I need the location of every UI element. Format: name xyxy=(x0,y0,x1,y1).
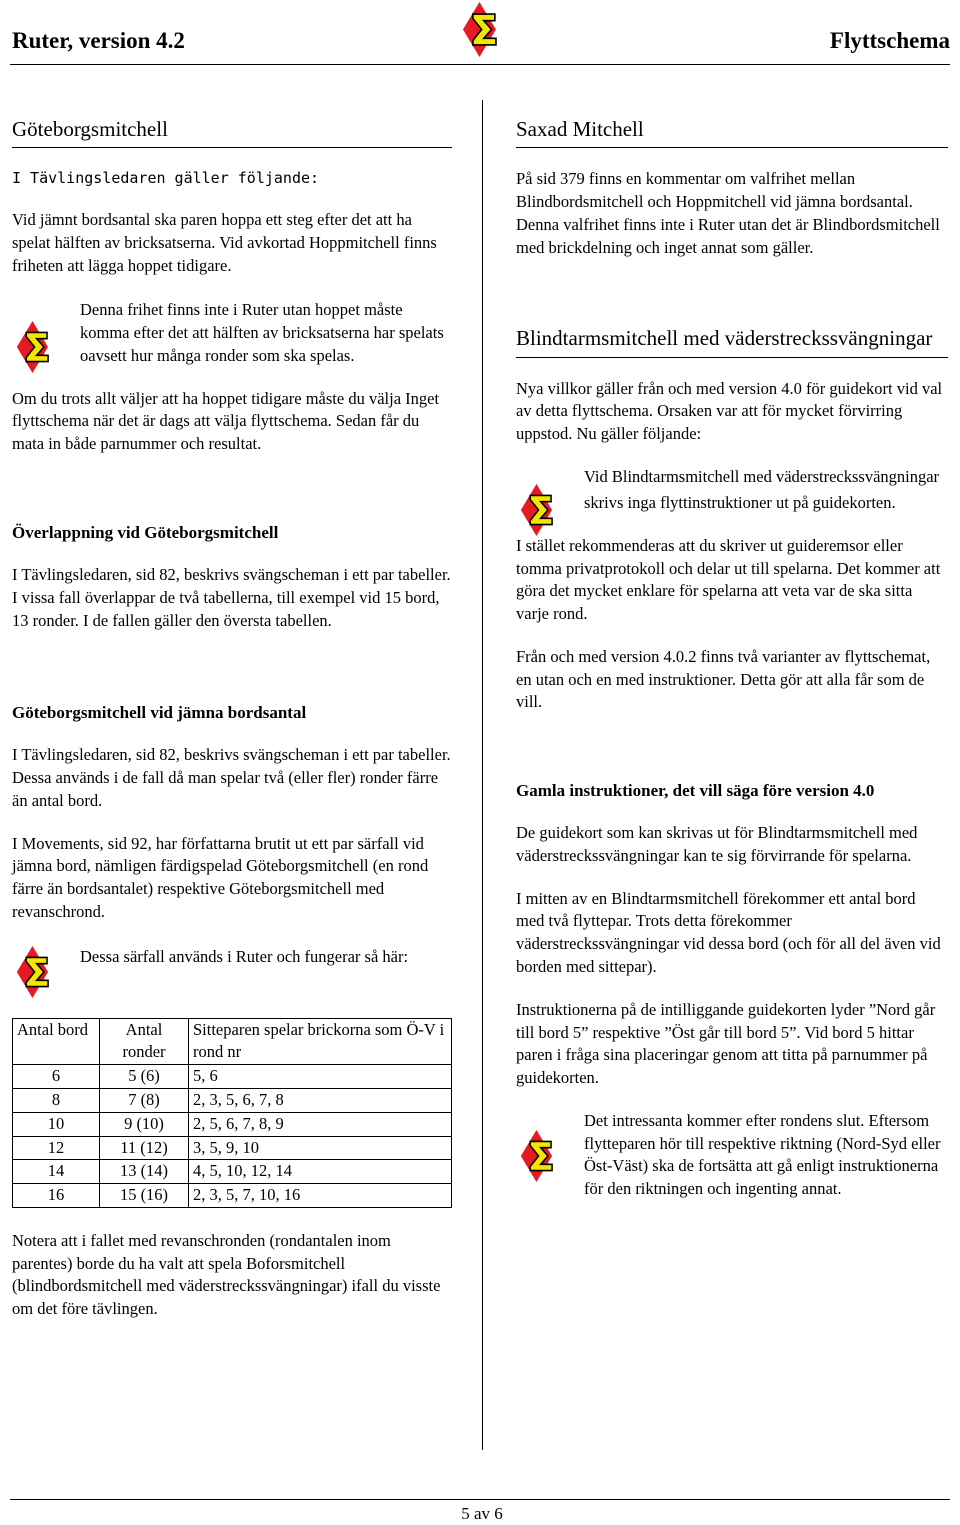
column-divider xyxy=(482,100,483,1450)
note-text: Denna frihet finns inte i Ruter utan hoppet måste komma efter det att hälften av bricksatserna har spelats oavsett hur många ronder som ska spelas. xyxy=(80,300,444,365)
table-cell: 2, 3, 5, 7, 10, 16 xyxy=(189,1184,452,1208)
paragraph: De guidekort som kan skrivas ut för Blindtarmsmitchell med väderstreckssvängningar kan te sig förvirrande för spelarna. xyxy=(516,823,918,865)
section-title-gamla-instruktioner: Gamla instruktioner, det vill säga före version 4.0 xyxy=(516,781,875,801)
note-block xyxy=(516,464,948,517)
table-cell: 2, 5, 6, 7, 8, 9 xyxy=(189,1112,452,1136)
table-cell: 15 (16) xyxy=(100,1184,189,1208)
paragraph: I Movements, sid 92, har författarna brutit ut ett par särfall vid jämna bord, nämligen färdigspelad Göteborgsmitchell (en rond färre än bordsantalet) respektive Göteborgsmitchell med revanschrond. xyxy=(12,833,429,921)
paragraph: På sid 379 finns en kommentar om valfrihet mellan Blindbordsmitchell och Hoppmitchell vid jämna bordsantal. Denna valfrihet finns inte i Ruter utan det är Blindbordsmitchell med brickdelning och inget annat som gäller. xyxy=(516,169,940,257)
note-text: Det intressanta kommer efter rondens slut. Eftersom flytteparen hör till respektive riktning (Nord-Syd eller Öst-Väst) ska de fortsätta att gå enligt instruktionerna för den riktningen och ingenting annat. xyxy=(584,1110,941,1199)
paragraph: I Tävlingsledaren, sid 82, beskrivs svängscheman i ett par tabeller. Dessa används i de fall då man spelar två (eller fler) ronder färre än antal bord. xyxy=(12,745,451,810)
table-cell: 6 xyxy=(13,1065,100,1089)
movement-table xyxy=(12,1018,452,1208)
table-row xyxy=(13,1112,452,1136)
note-text: Dessa särfall används i Ruter och fungerar så här: xyxy=(80,946,409,966)
section-title-saxad-mitchell: Saxad Mitchell xyxy=(516,116,948,148)
table-row xyxy=(13,1160,452,1184)
table-cell: 5, 6 xyxy=(189,1065,452,1089)
left-column xyxy=(12,100,452,1321)
paragraph: Vid jämnt bordsantal ska paren hoppa ett steg efter det att ha spelat hälften av bricksatserna. Vid avkortad Hoppmitchell finns friheten att lägga hoppet tidigare. xyxy=(12,209,437,275)
paragraph: Nya villkor gäller från och med version 4.0 för guidekort vid val av detta flyttschema. Orsaken var att för mycket förvirring uppstod. Nu gäller följande: xyxy=(516,378,943,444)
paragraph: I stället rekommenderas att du skriver ut guideremsor eller tomma privatprotokoll och delar ut till spelarna. Det kommer att göra det mycket enklare för spelarna att veta var de ska sitta varje rond. xyxy=(516,535,941,624)
note-text: Vid Blindtarmsmitchell med väderstreckssvängningar skrivs inga flyttinstruktioner ut på guidekorten. xyxy=(584,466,940,513)
sigma-note-icon xyxy=(12,321,54,373)
paragraph: Notera att i fallet med revanschronden (rondantalen inom parentes) borde du ha valt att spela Boforsmitchell (blindbordsmitchell med väderstreckssvängningar) ifall du visste om det före tävlingen. xyxy=(12,1230,441,1319)
section-title-overlappning: Överlappning vid Göteborgsmitchell xyxy=(12,522,279,542)
table-cell: 5 (6) xyxy=(100,1065,189,1089)
table-header-cell: Antal bord xyxy=(13,1018,100,1065)
section-title-blindtarmsmitchell: Blindtarmsmitchell med väderstreckssvängningar xyxy=(516,325,948,357)
table-cell: 8 xyxy=(13,1089,100,1113)
table-cell: 7 (8) xyxy=(100,1089,189,1113)
sigma-note-icon xyxy=(12,946,54,998)
table-row xyxy=(13,1184,452,1208)
table-header-cell: Sitteparen spelar brickorna som Ö-V i rond nr xyxy=(189,1018,452,1065)
note-block xyxy=(12,299,452,367)
table-header-cell: Antal ronder xyxy=(100,1018,189,1065)
paragraph: I mitten av en Blindtarmsmitchell förekommer ett antal bord med två flyttepar. Trots detta förekommer väderstreckssvängningar vid dessa bord (och för all del även vid borden med sittepar). xyxy=(516,888,941,977)
table-cell: 12 xyxy=(13,1136,100,1160)
table-cell: 3, 5, 9, 10 xyxy=(189,1136,452,1160)
table-cell: 16 xyxy=(13,1184,100,1208)
sigma-note-icon xyxy=(516,484,558,536)
paragraph: I Tävlingsledaren gäller följande: xyxy=(12,169,320,188)
table-cell: 11 (12) xyxy=(100,1136,189,1160)
header-title-right: Flyttschema xyxy=(829,28,950,53)
table-row xyxy=(13,1089,452,1113)
note-block xyxy=(516,1110,948,1201)
section-title-goteborgsmitchell: Göteborgsmitchell xyxy=(12,116,452,148)
table-row xyxy=(13,1065,452,1089)
table-cell: 10 xyxy=(13,1112,100,1136)
table-cell: 2, 3, 5, 6, 7, 8 xyxy=(189,1089,452,1113)
paragraph: Om du trots allt väljer att ha hoppet tidigare måste du välja Inget flyttschema när det är dags att välja flyttschema. Sedan får du mata in både parnummer och resultat. xyxy=(12,388,440,454)
right-column xyxy=(516,100,948,1201)
table-cell: 4, 5, 10, 12, 14 xyxy=(189,1160,452,1184)
paragraph: Från och med version 4.0.2 finns två varianter av flyttschemat, en utan och en med instruktioner. Detta gör att alla får som de vill. xyxy=(516,646,931,712)
sigma-logo-icon xyxy=(456,2,504,57)
table-cell: 9 (10) xyxy=(100,1112,189,1136)
footer-rule xyxy=(10,1499,950,1500)
paragraph: I Tävlingsledaren, sid 82, beskrivs svängscheman i ett par tabeller. I vissa fall överlappar de två tabellerna, till exempel vid 15 bord, 13 ronder. I de fallen gäller den översta tabellen. xyxy=(12,564,451,630)
table-row xyxy=(13,1136,452,1160)
section-title-jamna-bordsantal: Göteborgsmitchell vid jämna bordsantal xyxy=(12,703,307,723)
page-number: 5 av 6 xyxy=(461,1504,503,1523)
table-header-row xyxy=(13,1018,452,1065)
table-cell: 13 (14) xyxy=(100,1160,189,1184)
paragraph: Instruktionerna på de intilliggande guidekorten lyder ”Nord går till bord 5” respektive ”Öst går till bord 5”. Vid bord 5 hittar paren i fråga sina placeringar genom att titta på parnummer på guidekorten. xyxy=(516,999,936,1088)
header-rule xyxy=(10,64,950,65)
sigma-note-icon xyxy=(516,1130,558,1182)
note-block xyxy=(12,946,452,1002)
table-cell: 14 xyxy=(13,1160,100,1184)
header-title-left: Ruter, version 4.2 xyxy=(12,28,185,53)
